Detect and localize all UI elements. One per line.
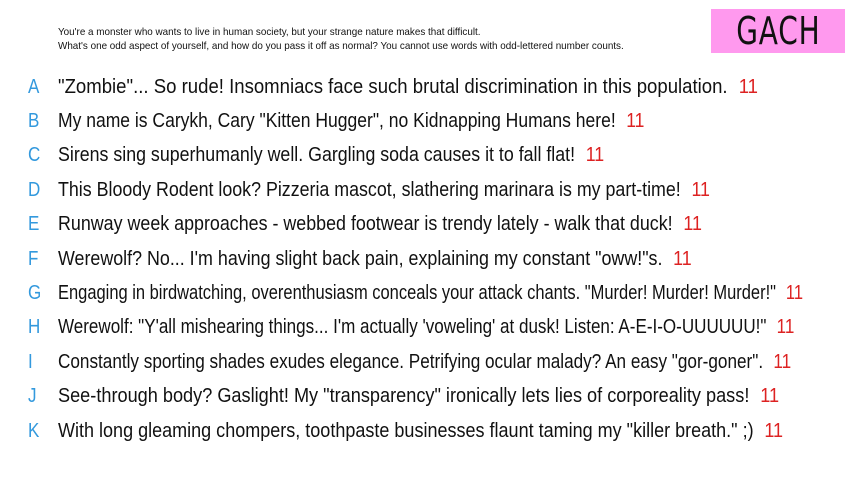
prompt-line-2: What's one odd aspect of yourself, and how do you pass it off as normal? You cannot use words with odd-lettered number counts. — [58, 40, 624, 52]
answer-list — [0, 70, 853, 448]
answer-text: "Zombie"... So rude! Insomniacs face such brutal discrimination in this population. — [58, 75, 728, 98]
answer-score: 11 — [760, 385, 780, 408]
answer-letter: G — [28, 282, 42, 305]
answer-text: With long gleaming chompers, toothpaste businesses flaunt taming my "killer breath." ;) — [58, 419, 754, 442]
answer-row — [0, 311, 853, 345]
answer-letter: F — [28, 247, 39, 270]
answer-text: My name is Carykh, Cary "Kitten Hugger", no Kidnapping Humans here! — [58, 110, 616, 133]
answer-score: 11 — [626, 110, 645, 133]
answer-row — [0, 345, 853, 379]
answer-score: 11 — [764, 419, 784, 442]
prompt-text — [58, 25, 660, 53]
answer-row — [0, 414, 853, 448]
answer-score: 11 — [691, 178, 710, 201]
answer-row — [0, 380, 853, 414]
badge-label: GACH — [735, 9, 821, 53]
answer-text: Runway week approaches - webbed footwear is trendy lately - walk that duck! — [58, 213, 673, 236]
answer-row — [0, 173, 853, 207]
answer-text: Constantly sporting shades exudes elegance. Petrifying ocular malady? An easy "gor-goner". — [58, 350, 764, 373]
answer-letter: J — [28, 385, 37, 408]
answer-text: Engaging in birdwatching, overenthusiasm conceals your attack chants. "Murder! Murder! Murder!" — [58, 282, 777, 305]
answer-score: 11 — [673, 247, 692, 270]
answer-score: 11 — [683, 213, 702, 236]
contestant-badge — [711, 9, 845, 53]
answer-row — [0, 276, 853, 310]
answer-letter: I — [28, 350, 33, 373]
answer-text: See-through body? Gaslight! My "transparency" ironically lets lies of corporeality pass! — [58, 385, 750, 408]
answer-letter: E — [28, 213, 40, 236]
answer-letter: B — [28, 110, 40, 133]
answer-row — [0, 139, 853, 173]
answer-score: 11 — [776, 316, 795, 339]
answer-text: Sirens sing superhumanly well. Gargling soda causes it to fall flat! — [58, 144, 576, 167]
answer-row — [0, 104, 853, 138]
answer-letter: K — [28, 419, 40, 442]
answer-letter: C — [28, 144, 41, 167]
answer-letter: H — [28, 316, 41, 339]
answer-row — [0, 70, 853, 104]
answer-text: Werewolf? No... I'm having slight back pain, explaining my constant "oww!"s. — [58, 247, 663, 270]
answer-row — [0, 242, 853, 276]
answer-score: 11 — [785, 282, 804, 305]
answer-score: 11 — [585, 144, 605, 167]
answer-row — [0, 208, 853, 242]
answer-text: This Bloody Rodent look? Pizzeria mascot, slathering marinara is my part-time! — [58, 178, 681, 201]
prompt-line-1: You're a monster who wants to live in human society, but your strange nature makes that difficult. — [58, 26, 481, 38]
answer-letter: A — [28, 75, 40, 98]
answer-score: 11 — [773, 350, 792, 373]
answer-score: 11 — [738, 75, 759, 98]
answer-text: Werewolf: "Y'all mishearing things... I'm actually 'voweling' at dusk! Listen: A-E-I-O-UUUUUU!" — [58, 316, 767, 339]
answer-letter: D — [28, 178, 41, 201]
